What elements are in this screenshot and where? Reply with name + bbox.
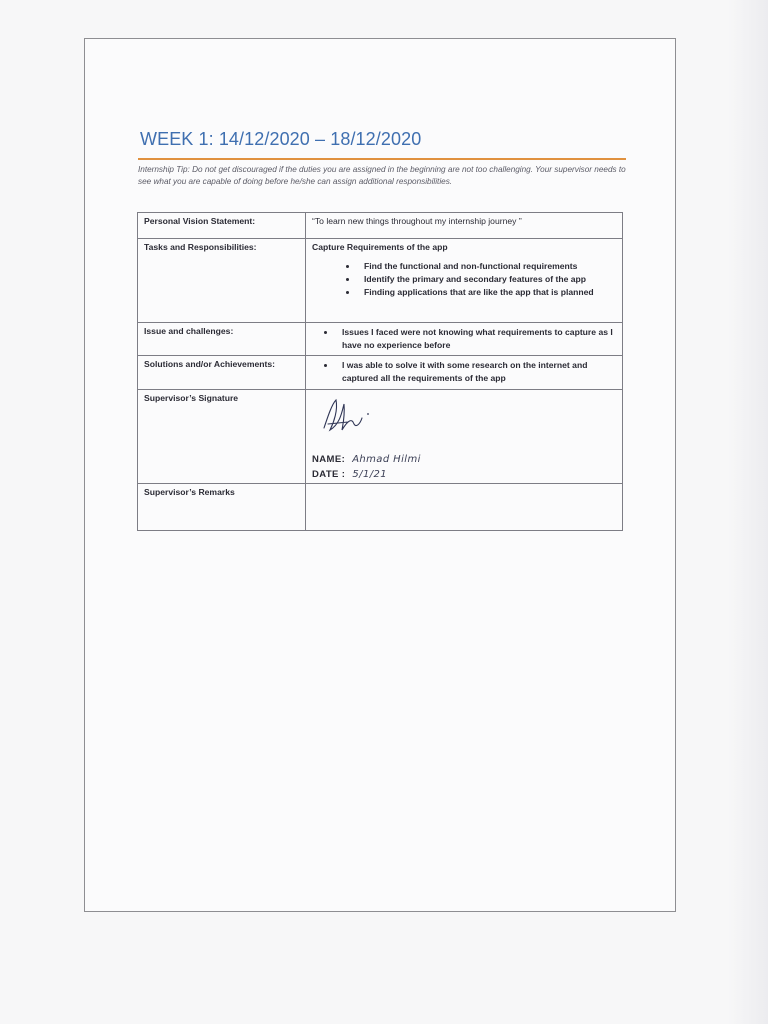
vision-value: “To learn new things throughout my internship journey ” xyxy=(306,213,623,239)
table-row-solutions xyxy=(138,356,623,390)
solutions-list xyxy=(312,359,616,385)
vision-label: Personal Vision Statement: xyxy=(138,213,306,239)
list-item: • Issues I faced were not knowing what requirements to capture as I have no experience before xyxy=(336,326,616,352)
issues-label: Issue and challenges: xyxy=(138,323,306,356)
signature-name-line xyxy=(312,452,421,467)
week-title: WEEK 1: 14/12/2020 – 18/12/2020 xyxy=(140,129,422,149)
weekly-log-table xyxy=(137,212,623,531)
supervisor-name: Ahmad Hilmi xyxy=(352,454,421,465)
handwritten-signature-mark xyxy=(318,394,378,438)
remarks-value xyxy=(306,484,623,531)
list-item: • I was able to solve it with some research on the internet and captured all the requirements of the app xyxy=(336,359,616,385)
signature-details xyxy=(312,452,421,482)
table-row-signature xyxy=(138,390,623,484)
tasks-list xyxy=(312,260,616,299)
remarks-label: Supervisor’s Remarks xyxy=(138,484,306,531)
name-label: NAME: xyxy=(312,454,346,465)
signature-date-line xyxy=(312,467,421,482)
solutions-label: Solutions and/or Achievements: xyxy=(138,356,306,390)
list-item: • Identify the primary and secondary features of the app xyxy=(358,273,616,286)
signature-date: 5/1/21 xyxy=(352,469,387,480)
list-item: • Finding applications that are like the app that is planned xyxy=(358,286,616,299)
table-row-tasks xyxy=(138,239,623,323)
table-row-vision xyxy=(138,213,623,239)
internship-tip: Internship Tip: Do not get discouraged if the duties you are assigned in the beginning are not too challenging. Your supervisor needs to see what you are capable of doing before he/she can assign additional responsibilities. xyxy=(138,165,626,186)
tasks-label: Tasks and Responsibilities: xyxy=(138,239,306,323)
signature-cell xyxy=(306,390,623,484)
table-row-issues xyxy=(138,323,623,356)
issues-cell xyxy=(306,323,623,356)
issues-list xyxy=(312,326,616,352)
tasks-cell xyxy=(306,239,623,323)
table-row-remarks xyxy=(138,484,623,531)
title-underline xyxy=(138,158,626,160)
signature-label: Supervisor’s Signature xyxy=(138,390,306,484)
list-item: • Find the functional and non-functional requirements xyxy=(358,260,616,273)
date-label: DATE : xyxy=(312,469,346,480)
scan-edge-shadow xyxy=(728,0,768,1024)
solutions-cell xyxy=(306,356,623,390)
tasks-heading: Capture Requirements of the app xyxy=(312,242,448,252)
